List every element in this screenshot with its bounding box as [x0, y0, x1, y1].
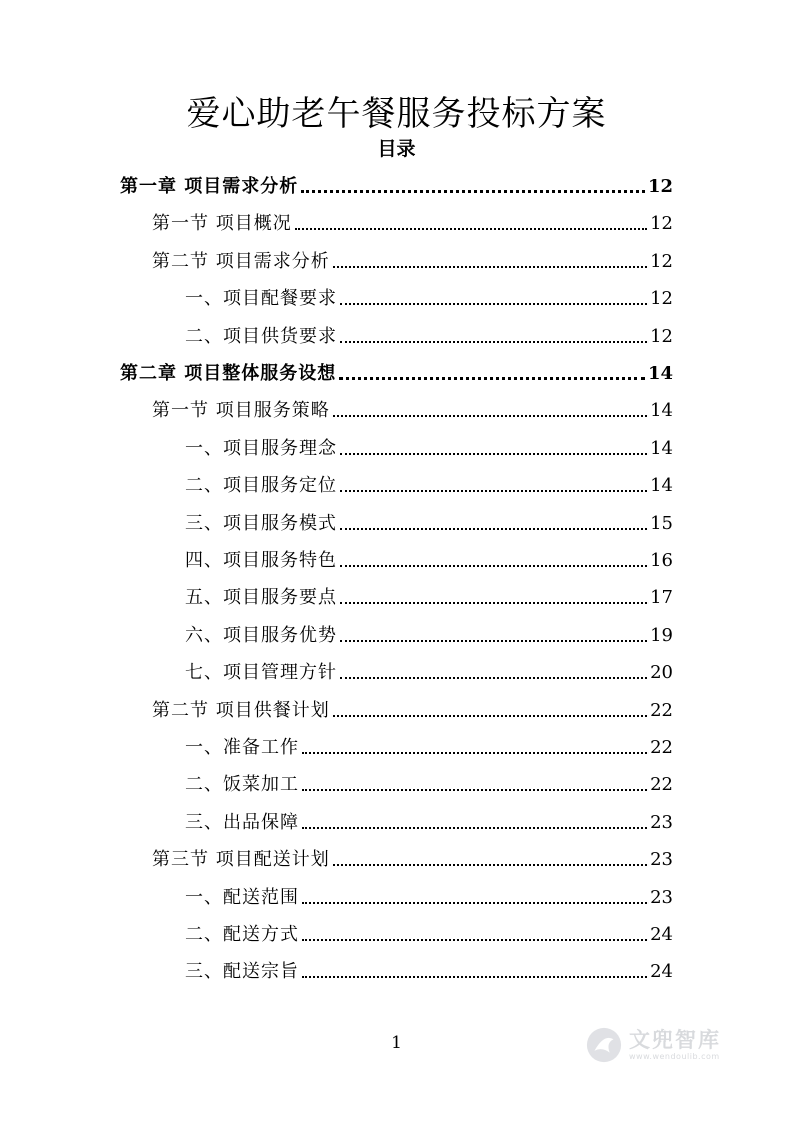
toc-entry-page: 12 — [650, 288, 673, 309]
toc-entry-page: 22 — [650, 700, 673, 721]
toc-entry-label: 第二节 项目需求分析 — [152, 251, 330, 272]
toc-leader-dots — [302, 939, 647, 941]
toc-entry-label: 第一章 项目需求分析 — [120, 176, 299, 197]
toc-entry[interactable] — [185, 804, 673, 834]
toc-entry-page: 23 — [650, 887, 673, 908]
toc-entry-page: 22 — [650, 737, 673, 758]
toc-entry-page: 23 — [650, 849, 673, 870]
toc-entry[interactable] — [152, 243, 673, 273]
toc-entry-label: 二、配送方式 — [185, 924, 299, 945]
toc-entry-label: 二、饭菜加工 — [185, 774, 299, 795]
toc-leader-dots — [333, 715, 647, 717]
toc-entry[interactable] — [185, 467, 673, 497]
toc-entry-label: 七、项目管理方针 — [185, 662, 337, 683]
toc-leader-dots — [302, 752, 647, 754]
toc-entry-label: 第二节 项目供餐计划 — [152, 700, 330, 721]
toc-entry-label: 第三节 项目配送计划 — [152, 849, 330, 870]
toc-entry-page: 17 — [650, 587, 673, 608]
toc-entry-page: 12 — [650, 213, 673, 234]
toc-entry[interactable] — [185, 766, 673, 796]
toc-entry-label: 四、项目服务特色 — [185, 550, 337, 571]
toc-leader-dots — [340, 677, 647, 679]
toc-entry[interactable] — [152, 841, 673, 871]
toc-entry-page: 23 — [650, 812, 673, 833]
document-title: 爱心助老午餐服务投标方案 — [186, 94, 607, 134]
toc-entry[interactable] — [185, 953, 673, 983]
toc-entry-label: 三、出品保障 — [185, 812, 299, 833]
toc-entry[interactable] — [185, 916, 673, 946]
toc-entry[interactable] — [152, 392, 673, 422]
toc-leader-dots — [302, 789, 647, 791]
toc-entry-label: 第一节 项目服务策略 — [152, 400, 330, 421]
toc-leader-dots — [340, 602, 647, 604]
toc-heading: 目录 — [377, 138, 416, 160]
toc-entry[interactable] — [185, 430, 673, 460]
toc-leader-dots — [302, 976, 647, 978]
watermark-text: 文兜智库 — [629, 1028, 721, 1052]
toc-entry[interactable] — [185, 280, 673, 310]
toc-entry-label: 六、项目服务优势 — [185, 625, 337, 646]
toc-entry-page: 19 — [650, 625, 673, 646]
toc-leader-dots — [302, 902, 647, 904]
toc-leader-dots — [295, 228, 647, 230]
toc-entry-page: 16 — [650, 550, 673, 571]
wendou-logo-icon — [585, 1026, 623, 1064]
toc-entry[interactable] — [152, 692, 673, 722]
toc-entry-page: 14 — [650, 475, 673, 496]
toc-leader-dots — [333, 864, 647, 866]
toc-entry-label: 一、配送范围 — [185, 887, 299, 908]
toc-entry[interactable] — [185, 617, 673, 647]
page-number: 1 — [391, 1033, 402, 1053]
toc-leader-dots — [340, 565, 647, 567]
toc-entry-label: 一、项目服务理念 — [185, 438, 337, 459]
toc-entry[interactable] — [185, 318, 673, 348]
toc-entry-page: 12 — [647, 176, 673, 197]
watermark-url: www.wendoulib.com — [629, 1052, 720, 1061]
toc-entry-label: 二、项目服务定位 — [185, 475, 337, 496]
toc-entry-page: 14 — [650, 400, 673, 421]
toc-entry[interactable] — [185, 654, 673, 684]
toc-leader-dots — [333, 266, 647, 268]
toc-entry-page: 14 — [647, 363, 673, 384]
toc-entry[interactable] — [120, 355, 673, 385]
toc-leader-dots — [340, 640, 647, 642]
toc-entry[interactable] — [185, 542, 673, 572]
toc-entry[interactable] — [185, 579, 673, 609]
toc-entry-label: 一、项目配餐要求 — [185, 288, 337, 309]
toc-leader-dots — [340, 490, 647, 492]
toc-entry-page: 14 — [650, 438, 673, 459]
toc-leader-dots — [333, 415, 647, 417]
toc-entry[interactable] — [185, 505, 673, 535]
toc-entry[interactable] — [120, 168, 673, 198]
toc-entry-page: 12 — [650, 251, 673, 272]
watermark — [585, 1020, 755, 1070]
toc-entry-page: 24 — [650, 924, 673, 945]
toc-entry-label: 三、项目服务模式 — [185, 513, 337, 534]
toc-entry-label: 一、准备工作 — [185, 737, 299, 758]
toc-entry-label: 二、项目供货要求 — [185, 326, 337, 347]
toc-entry-page: 12 — [650, 326, 673, 347]
toc-leader-dots — [302, 827, 647, 829]
toc-leader-dots — [301, 190, 645, 193]
toc-entry-label: 三、配送宗旨 — [185, 961, 299, 982]
toc-entry-page: 15 — [650, 513, 673, 534]
toc-entry[interactable] — [185, 729, 673, 759]
toc-entry-label: 第一节 项目概况 — [152, 213, 292, 234]
toc-leader-dots — [340, 528, 647, 530]
toc-entry-page: 20 — [650, 662, 673, 683]
toc-leader-dots — [340, 341, 647, 343]
toc-entry-page: 24 — [650, 961, 673, 982]
toc-leader-dots — [340, 453, 647, 455]
toc-leader-dots — [340, 303, 647, 305]
toc-entry[interactable] — [152, 205, 673, 235]
toc-entry-label: 五、项目服务要点 — [185, 587, 337, 608]
toc-entry[interactable] — [185, 879, 673, 909]
toc-entry-page: 22 — [650, 774, 673, 795]
toc-leader-dots — [339, 377, 645, 380]
toc-entry-label: 第二章 项目整体服务设想 — [120, 363, 337, 384]
